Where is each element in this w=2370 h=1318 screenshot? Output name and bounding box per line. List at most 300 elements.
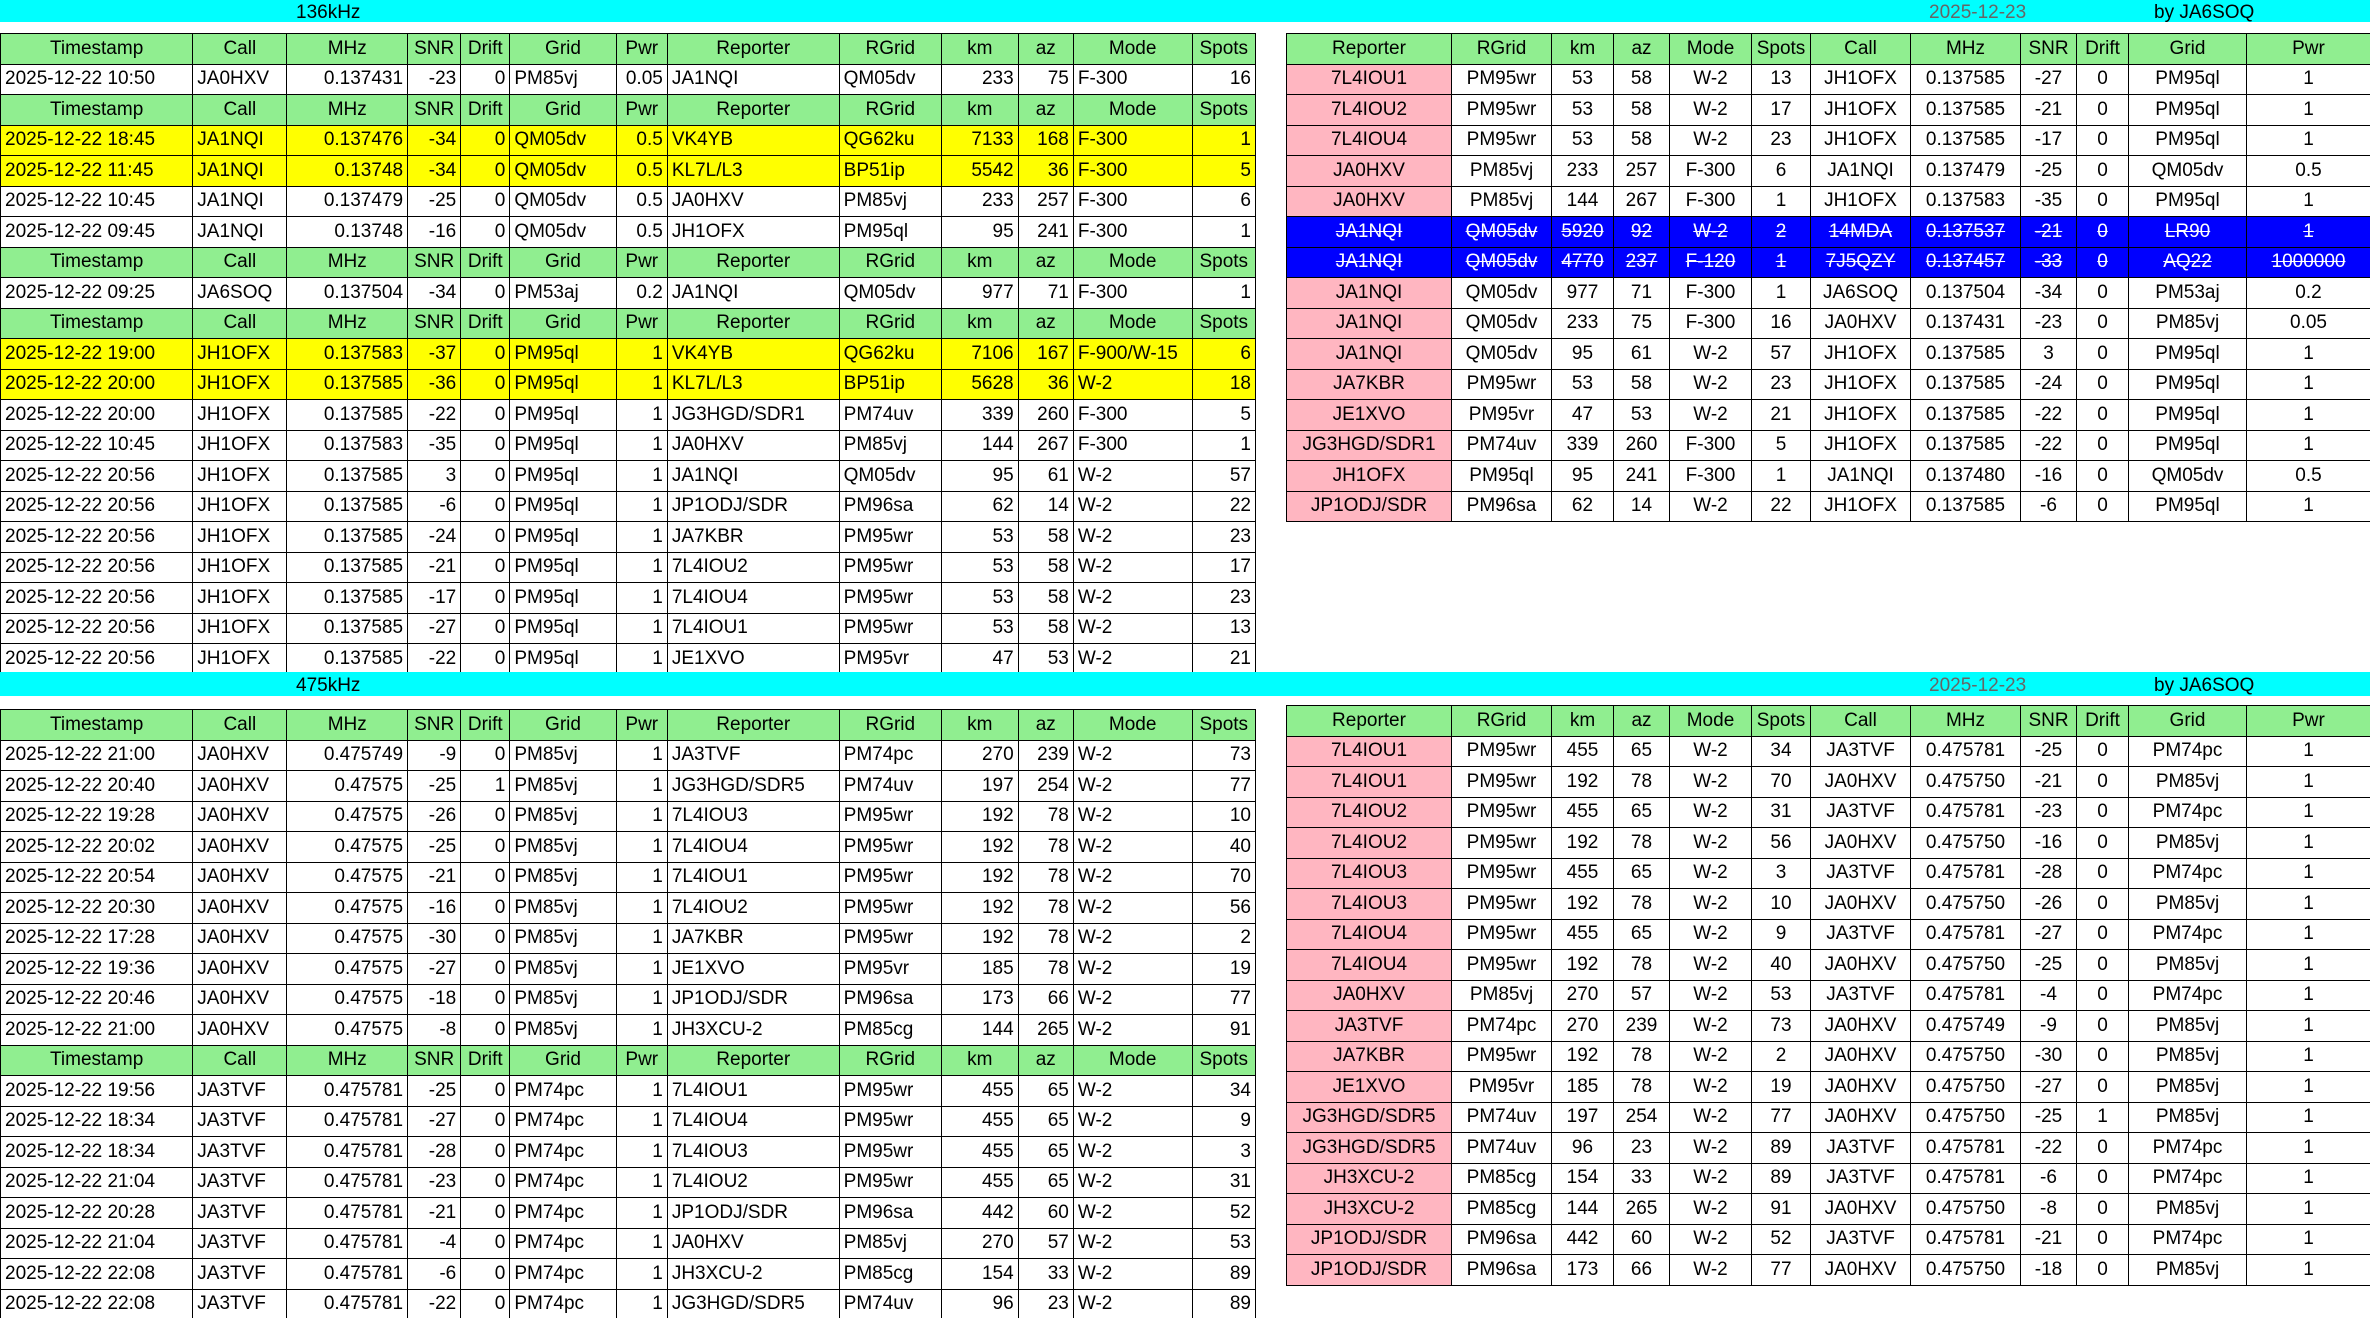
cell-mhz: 0.47575	[287, 1015, 408, 1046]
cell-snr: -35	[408, 430, 461, 461]
cell-az: 254	[1018, 771, 1073, 802]
cell-drift: 0	[461, 186, 510, 217]
cell-reporter: JA0HXV	[1287, 980, 1452, 1011]
cell-drift: 0	[461, 644, 510, 675]
cell-drift: 0	[461, 156, 510, 187]
cell-az: 237	[1614, 247, 1670, 278]
cell-mode: W-2	[1073, 1259, 1192, 1290]
cell-km: 144	[941, 430, 1018, 461]
cell-mode: W-2	[1073, 1289, 1192, 1318]
cell-grid: PM95ql	[510, 552, 616, 583]
column-header-grid: Grid	[510, 34, 616, 65]
cell-az: 241	[1018, 217, 1073, 248]
cell-timestamp: 2025-12-22 20:28	[1, 1198, 193, 1229]
cell-grid: QM05dv	[2129, 461, 2247, 492]
cell-timestamp: 2025-12-22 22:08	[1, 1259, 193, 1290]
cell-timestamp: 2025-12-22 09:45	[1, 217, 193, 248]
table-row	[1, 1259, 1256, 1290]
cell-mode: W-2	[1073, 1137, 1192, 1168]
cell-az: 265	[1018, 1015, 1073, 1046]
cell-spots: 91	[1192, 1015, 1256, 1046]
cell-rgrid: PM95wr	[1452, 919, 1552, 950]
column-header-timestamp: Timestamp	[1, 1045, 193, 1076]
cell-call: JA3TVF	[1811, 1163, 1911, 1194]
cell-az: 239	[1614, 1011, 1670, 1042]
cell-rgrid: PM95wr	[839, 832, 941, 863]
cell-pwr: 1	[2247, 125, 2370, 156]
cell-timestamp: 2025-12-22 20:02	[1, 832, 193, 863]
cell-spots: 19	[1752, 1072, 1811, 1103]
cell-snr: -25	[408, 1076, 461, 1107]
cell-drift: 0	[2077, 858, 2129, 889]
cell-mode: W-2	[1670, 950, 1752, 981]
cell-spots: 2	[1752, 217, 1811, 248]
cell-timestamp: 2025-12-22 20:00	[1, 400, 193, 431]
cell-rgrid: PM95wr	[1452, 1041, 1552, 1072]
cell-az: 257	[1018, 186, 1073, 217]
cell-az: 61	[1614, 339, 1670, 370]
cell-mode: W-2	[1670, 1041, 1752, 1072]
cell-mhz: 0.475781	[287, 1167, 408, 1198]
cell-reporter: 7L4IOU2	[667, 1167, 839, 1198]
cell-grid: PM74pc	[510, 1076, 616, 1107]
cell-grid: PM85vj	[510, 64, 616, 95]
cell-mode: F-300	[1073, 125, 1192, 156]
cell-km: 53	[1552, 64, 1614, 95]
cell-reporter: JP1ODJ/SDR	[667, 491, 839, 522]
cell-call: JA0HXV	[193, 740, 287, 771]
cell-call: JA0HXV	[193, 954, 287, 985]
cell-timestamp: 2025-12-22 20:56	[1, 491, 193, 522]
cell-snr: -21	[2021, 767, 2077, 798]
cell-call: JH1OFX	[1811, 430, 1911, 461]
band-label-136: 136kHz	[296, 2, 361, 23]
cell-az: 65	[1018, 1167, 1073, 1198]
column-header-km: km	[941, 95, 1018, 126]
cell-pwr: 1	[616, 801, 667, 832]
column-header-km: km	[941, 308, 1018, 339]
cell-reporter: JA1NQI	[667, 278, 839, 309]
cell-pwr: 1	[616, 1137, 667, 1168]
cell-rgrid: PM96sa	[839, 491, 941, 522]
cell-mhz: 0.137583	[1911, 186, 2021, 217]
cell-call: JH1OFX	[193, 491, 287, 522]
column-header-call: Call	[193, 710, 287, 741]
cell-mode: W-2	[1670, 980, 1752, 1011]
cell-rgrid: PM95wr	[839, 862, 941, 893]
cell-snr: -8	[2021, 1194, 2077, 1225]
cell-grid: PM85vj	[510, 984, 616, 1015]
reporter-table-136-right	[1286, 33, 2370, 522]
cell-snr: -25	[408, 832, 461, 863]
cell-reporter: 7L4IOU1	[1287, 736, 1452, 767]
cell-mode: W-2	[1670, 919, 1752, 950]
cell-spots: 23	[1192, 583, 1256, 614]
cell-mhz: 0.475781	[287, 1106, 408, 1137]
cell-az: 23	[1018, 1289, 1073, 1318]
column-header-az: az	[1018, 308, 1073, 339]
cell-snr: -17	[2021, 125, 2077, 156]
cell-grid: PM74pc	[510, 1289, 616, 1318]
cell-timestamp: 2025-12-22 20:56	[1, 644, 193, 675]
cell-mhz: 0.137431	[1911, 308, 2021, 339]
cell-km: 977	[1552, 278, 1614, 309]
cell-rgrid: PM85cg	[839, 1015, 941, 1046]
cell-drift: 0	[461, 217, 510, 248]
cell-rgrid: PM95ql	[1452, 461, 1552, 492]
cell-km: 455	[941, 1167, 1018, 1198]
cell-pwr: 0.2	[2247, 278, 2370, 309]
table-row	[1, 740, 1256, 771]
cell-az: 58	[1614, 95, 1670, 126]
cell-grid: PM85vj	[2129, 1194, 2247, 1225]
cell-mhz: 0.13748	[287, 217, 408, 248]
cell-reporter: 7L4IOU4	[1287, 950, 1452, 981]
column-header-mode: Mode	[1670, 34, 1752, 65]
cell-rgrid: BP51ip	[839, 369, 941, 400]
column-header-mhz: MHz	[287, 710, 408, 741]
cell-mode: W-2	[1073, 1198, 1192, 1229]
cell-snr: -16	[2021, 828, 2077, 859]
table-row	[1287, 491, 2370, 522]
cell-call: JA1NQI	[193, 186, 287, 217]
column-header-az: az	[1018, 710, 1073, 741]
spots-header-row	[1, 34, 1256, 65]
cell-reporter: 7L4IOU4	[1287, 125, 1452, 156]
cell-grid: PM74pc	[2129, 858, 2247, 889]
cell-grid: LR90	[2129, 217, 2247, 248]
column-header-drift: Drift	[2077, 34, 2129, 65]
cell-rgrid: PM95wr	[839, 1106, 941, 1137]
cell-az: 78	[1614, 828, 1670, 859]
cell-snr: -28	[2021, 858, 2077, 889]
cell-spots: 13	[1192, 613, 1256, 644]
column-header-rgrid: RGrid	[839, 247, 941, 278]
cell-az: 65	[1614, 797, 1670, 828]
cell-spots: 57	[1752, 339, 1811, 370]
cell-grid: PM74pc	[2129, 1224, 2247, 1255]
cell-mhz: 0.137504	[287, 278, 408, 309]
cell-az: 267	[1614, 186, 1670, 217]
table-row	[1, 1198, 1256, 1229]
cell-snr: -21	[2021, 1224, 2077, 1255]
column-header-az: az	[1018, 247, 1073, 278]
column-header-rgrid: RGrid	[839, 1045, 941, 1076]
cell-drift: 0	[2077, 1072, 2129, 1103]
cell-spots: 40	[1192, 832, 1256, 863]
cell-mode: W-2	[1670, 736, 1752, 767]
cell-grid: PM74pc	[510, 1137, 616, 1168]
cell-spots: 22	[1752, 491, 1811, 522]
cell-drift: 0	[2077, 339, 2129, 370]
column-header-spots: Spots	[1192, 247, 1256, 278]
cell-rgrid: PM95wr	[1452, 736, 1552, 767]
cell-pwr: 1	[2247, 1102, 2370, 1133]
column-header-km: km	[941, 34, 1018, 65]
column-header-reporter: Reporter	[1287, 706, 1452, 737]
column-header-drift: Drift	[461, 95, 510, 126]
cell-grid: QM05dv	[510, 217, 616, 248]
cell-drift: 0	[461, 278, 510, 309]
cell-mode: W-2	[1670, 889, 1752, 920]
cell-mode: W-2	[1073, 613, 1192, 644]
cell-km: 5920	[1552, 217, 1614, 248]
cell-km: 96	[941, 1289, 1018, 1318]
cell-km: 233	[1552, 156, 1614, 187]
cell-pwr: 1	[2247, 339, 2370, 370]
cell-mode: W-2	[1073, 1167, 1192, 1198]
table-row	[1287, 858, 2370, 889]
cell-timestamp: 2025-12-22 21:00	[1, 1015, 193, 1046]
cell-snr: -23	[2021, 308, 2077, 339]
cell-call: JH1OFX	[193, 339, 287, 370]
cell-az: 65	[1614, 736, 1670, 767]
spots-header-row	[1, 308, 1256, 339]
cell-drift: 0	[461, 1106, 510, 1137]
cell-pwr: 1	[616, 1259, 667, 1290]
cell-km: 192	[1552, 889, 1614, 920]
column-header-reporter: Reporter	[667, 95, 839, 126]
cell-mode: W-2	[1670, 1072, 1752, 1103]
cell-grid: PM95ql	[2129, 339, 2247, 370]
cell-timestamp: 2025-12-22 22:08	[1, 1289, 193, 1318]
cell-rgrid: QM05dv	[839, 278, 941, 309]
cell-az: 58	[1018, 552, 1073, 583]
cell-call: JA0HXV	[1811, 1072, 1911, 1103]
cell-mode: W-2	[1670, 400, 1752, 431]
cell-mhz: 0.475750	[1911, 950, 2021, 981]
cell-call: JA0HXV	[1811, 1102, 1911, 1133]
column-header-snr: SNR	[408, 34, 461, 65]
cell-reporter: JG3HGD/SDR1	[1287, 430, 1452, 461]
cell-reporter: KL7L/L3	[667, 156, 839, 187]
column-header-az: az	[1614, 34, 1670, 65]
cell-pwr: 1	[2247, 430, 2370, 461]
cell-grid: PM85vj	[2129, 828, 2247, 859]
cell-grid: PM95ql	[2129, 400, 2247, 431]
cell-km: 192	[1552, 1041, 1614, 1072]
cell-mhz: 0.475781	[1911, 858, 2021, 889]
table-row	[1, 552, 1256, 583]
cell-grid: QM05dv	[2129, 156, 2247, 187]
cell-grid: PM74pc	[2129, 919, 2247, 950]
cell-mode: W-2	[1670, 95, 1752, 126]
cell-timestamp: 2025-12-22 20:46	[1, 984, 193, 1015]
cell-reporter: 7L4IOU3	[667, 1137, 839, 1168]
cell-mode: W-2	[1073, 491, 1192, 522]
cell-drift: 0	[461, 400, 510, 431]
cell-grid: PM95ql	[510, 491, 616, 522]
cell-reporter: JE1XVO	[667, 954, 839, 985]
cell-grid: PM95ql	[2129, 369, 2247, 400]
cell-km: 192	[941, 862, 1018, 893]
cell-spots: 18	[1192, 369, 1256, 400]
cell-spots: 10	[1752, 889, 1811, 920]
cell-grid: PM95ql	[510, 430, 616, 461]
cell-drift: 0	[2077, 1255, 2129, 1286]
table-row	[1, 1076, 1256, 1107]
cell-call: JH1OFX	[1811, 125, 1911, 156]
cell-reporter: JA7KBR	[667, 923, 839, 954]
cell-drift: 0	[2077, 1163, 2129, 1194]
cell-spots: 31	[1752, 797, 1811, 828]
cell-grid: PM85vj	[2129, 950, 2247, 981]
cell-pwr: 0.5	[2247, 156, 2370, 187]
cell-call: 7J5QZY	[1811, 247, 1911, 278]
cell-spots: 5	[1192, 400, 1256, 431]
cell-km: 96	[1552, 1133, 1614, 1164]
cell-call: JA3TVF	[1811, 797, 1911, 828]
cell-pwr: 1	[616, 984, 667, 1015]
column-header-pwr: Pwr	[2247, 706, 2370, 737]
cell-reporter: 7L4IOU2	[1287, 95, 1452, 126]
cell-grid: PM74pc	[510, 1259, 616, 1290]
cell-mode: W-2	[1073, 1015, 1192, 1046]
cell-drift: 0	[461, 862, 510, 893]
cell-pwr: 1	[616, 1076, 667, 1107]
cell-az: 65	[1018, 1106, 1073, 1137]
column-header-mhz: MHz	[1911, 34, 2021, 65]
cell-spots: 77	[1752, 1255, 1811, 1286]
cell-grid: PM85vj	[2129, 1011, 2247, 1042]
table-row	[1287, 125, 2370, 156]
cell-mode: W-2	[1670, 858, 1752, 889]
column-header-rgrid: RGrid	[839, 34, 941, 65]
table-row	[1, 832, 1256, 863]
cell-az: 60	[1614, 1224, 1670, 1255]
cell-pwr: 1	[2247, 400, 2370, 431]
cell-drift: 0	[2077, 767, 2129, 798]
spots-header-row	[1, 710, 1256, 741]
column-header-mode: Mode	[1670, 706, 1752, 737]
cell-drift: 0	[461, 522, 510, 553]
cell-spots: 53	[1752, 980, 1811, 1011]
cell-rgrid: PM85vj	[1452, 980, 1552, 1011]
cell-rgrid: QG62ku	[839, 125, 941, 156]
cell-az: 65	[1614, 858, 1670, 889]
cell-snr: -23	[408, 64, 461, 95]
cell-mode: F-300	[1670, 278, 1752, 309]
cell-az: 78	[1614, 767, 1670, 798]
table-row	[1, 522, 1256, 553]
cell-drift: 0	[461, 369, 510, 400]
cell-km: 270	[941, 740, 1018, 771]
table-row	[1287, 247, 2370, 278]
table-row	[1287, 339, 2370, 370]
cell-drift: 0	[2077, 1041, 2129, 1072]
cell-drift: 1	[461, 771, 510, 802]
cell-mhz: 0.47575	[287, 893, 408, 924]
cell-mode: W-2	[1073, 1106, 1192, 1137]
cell-pwr: 1	[616, 522, 667, 553]
cell-grid: PM95ql	[2129, 95, 2247, 126]
table-row	[1, 461, 1256, 492]
cell-mhz: 0.47575	[287, 923, 408, 954]
cell-snr: -34	[408, 125, 461, 156]
cell-call: JA3TVF	[193, 1198, 287, 1229]
cell-az: 14	[1614, 491, 1670, 522]
cell-snr: -27	[408, 954, 461, 985]
cell-reporter: 7L4IOU1	[1287, 64, 1452, 95]
table-row	[1287, 1072, 2370, 1103]
cell-pwr: 1	[616, 491, 667, 522]
column-header-call: Call	[193, 95, 287, 126]
cell-rgrid: QM05dv	[1452, 308, 1552, 339]
cell-reporter: JA1NQI	[1287, 308, 1452, 339]
reporter-header-row	[1287, 706, 2370, 737]
cell-call: 14MDA	[1811, 217, 1911, 248]
cell-spots: 53	[1192, 1228, 1256, 1259]
table-row	[1, 1137, 1256, 1168]
cell-mode: W-2	[1073, 984, 1192, 1015]
cell-pwr: 1	[2247, 95, 2370, 126]
cell-mode: F-300	[1073, 64, 1192, 95]
cell-az: 58	[1614, 125, 1670, 156]
table-row	[1, 156, 1256, 187]
cell-drift: 0	[461, 1198, 510, 1229]
cell-km: 192	[941, 801, 1018, 832]
cell-mode: W-2	[1670, 339, 1752, 370]
cell-mhz: 0.47575	[287, 832, 408, 863]
cell-call: JA0HXV	[193, 923, 287, 954]
cell-reporter: JA3TVF	[667, 740, 839, 771]
cell-call: JA3TVF	[193, 1167, 287, 1198]
cell-mode: W-2	[1073, 583, 1192, 614]
cell-call: JA3TVF	[1811, 858, 1911, 889]
cell-spots: 89	[1752, 1133, 1811, 1164]
cell-grid: PM85vj	[510, 862, 616, 893]
table-row	[1287, 430, 2370, 461]
cell-mhz: 0.137585	[287, 461, 408, 492]
cell-az: 265	[1614, 1194, 1670, 1225]
cell-spots: 21	[1752, 400, 1811, 431]
cell-az: 66	[1018, 984, 1073, 1015]
column-header-rgrid: RGrid	[839, 95, 941, 126]
cell-mhz: 0.475750	[1911, 1255, 2021, 1286]
cell-spots: 1	[1752, 278, 1811, 309]
cell-mode: W-2	[1073, 954, 1192, 985]
cell-reporter: JA1NQI	[1287, 278, 1452, 309]
cell-call: JA1NQI	[193, 217, 287, 248]
table-row	[1287, 919, 2370, 950]
cell-rgrid: PM85vj	[839, 186, 941, 217]
cell-spots: 6	[1752, 156, 1811, 187]
cell-pwr: 1	[2247, 919, 2370, 950]
cell-call: JA6SOQ	[1811, 278, 1911, 309]
cell-snr: -22	[2021, 400, 2077, 431]
cell-mhz: 0.475781	[1911, 980, 2021, 1011]
cell-km: 339	[1552, 430, 1614, 461]
cell-rgrid: PM95wr	[839, 552, 941, 583]
cell-grid: PM85vj	[510, 832, 616, 863]
table-row	[1287, 1102, 2370, 1133]
cell-spots: 73	[1752, 1011, 1811, 1042]
cell-mode: W-2	[1670, 1255, 1752, 1286]
column-header-rgrid: RGrid	[1452, 706, 1552, 737]
cell-pwr: 1	[616, 613, 667, 644]
table-row	[1, 64, 1256, 95]
cell-az: 78	[1018, 801, 1073, 832]
cell-mhz: 0.47575	[287, 771, 408, 802]
cell-mhz: 0.47575	[287, 801, 408, 832]
cell-mode: W-2	[1073, 522, 1192, 553]
cell-spots: 2	[1752, 1041, 1811, 1072]
cell-spots: 1	[1192, 217, 1256, 248]
cell-rgrid: PM96sa	[839, 984, 941, 1015]
cell-drift: 0	[461, 552, 510, 583]
cell-km: 192	[941, 832, 1018, 863]
cell-grid: PM85vj	[510, 1015, 616, 1046]
